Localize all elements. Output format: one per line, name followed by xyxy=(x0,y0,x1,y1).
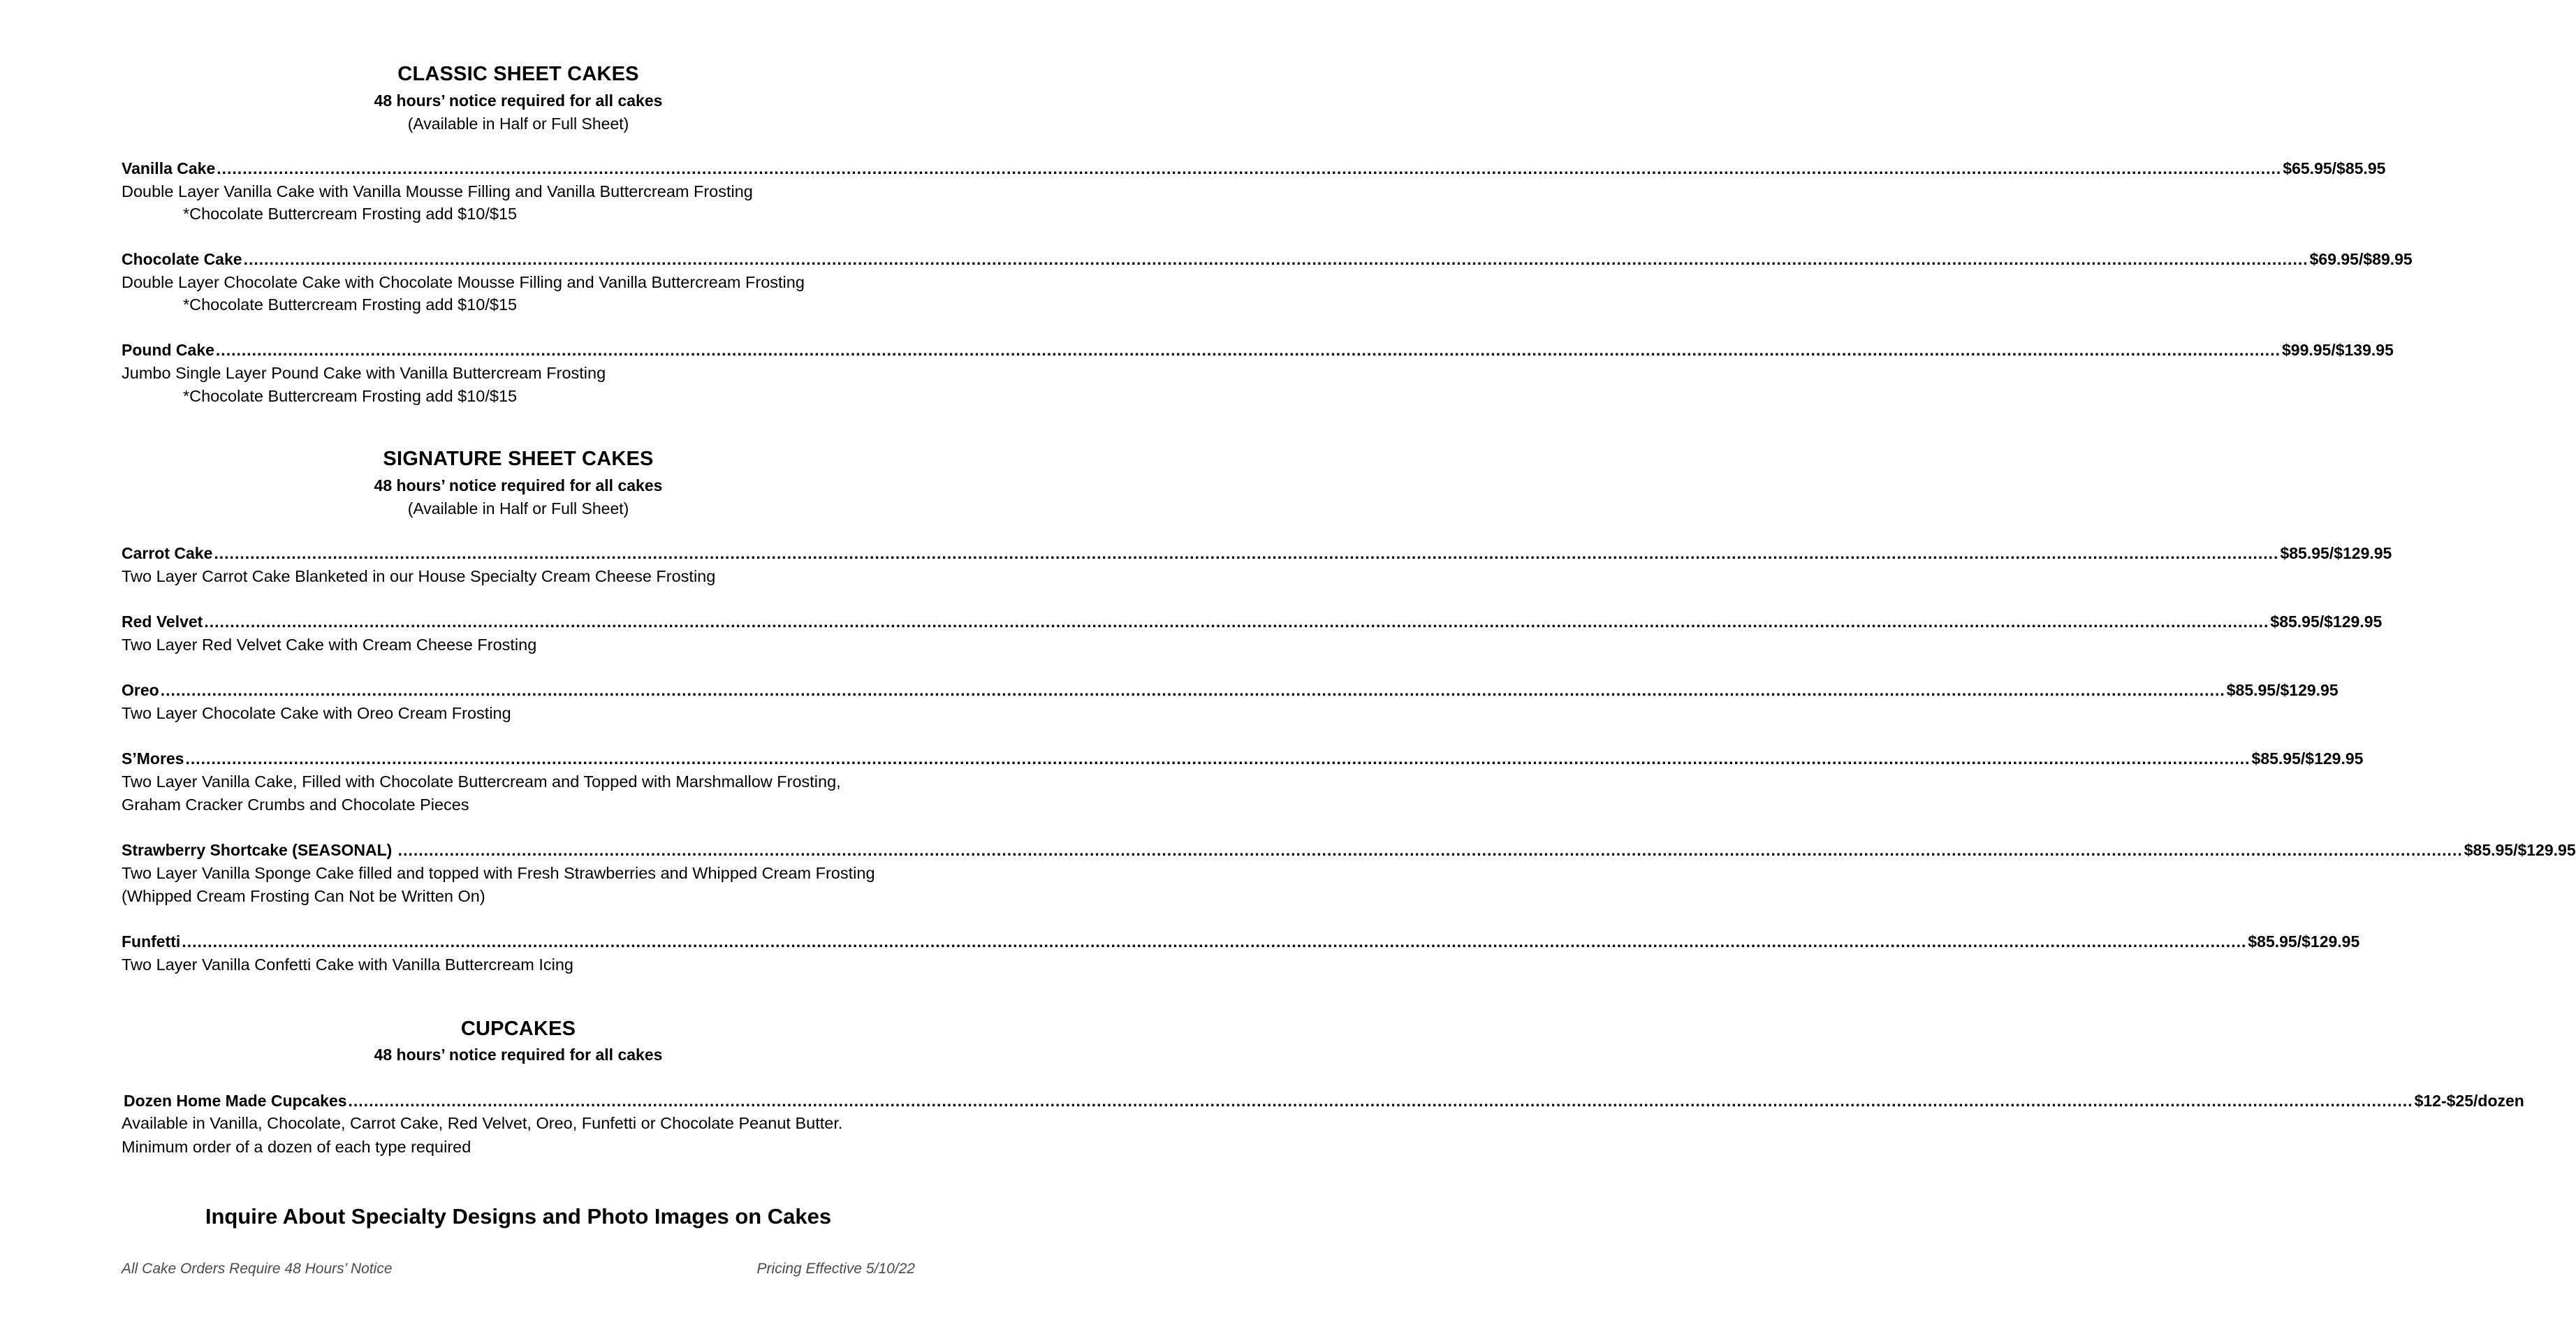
menu-item-red-velvet xyxy=(122,613,2383,631)
signature-notice: 48 hours’ notice required for all cakes xyxy=(374,476,663,494)
footer-notice: All Cake Orders Require 48 Hours’ Notice xyxy=(122,1261,393,1277)
dot-leader: ................................................................................................................................................................................................................................................................................................................................................................................................................ xyxy=(204,613,2269,631)
item-price: $85.95/$129.95 xyxy=(2270,613,2383,631)
item-description: Double Layer Vanilla Cake with Vanilla Mousse Filling and Vanilla Buttercream Frosting xyxy=(122,182,753,200)
menu-item-vanilla-cake xyxy=(122,159,2386,178)
classic-notice: 48 hours’ notice required for all cakes xyxy=(374,91,663,110)
item-name: Vanilla Cake xyxy=(122,159,216,177)
item-description: Two Layer Red Velvet Cake with Cream Cheese Frosting xyxy=(122,636,537,654)
menu-item-carrot-cake xyxy=(122,544,2392,563)
item-name: Dozen Home Made Cupcakes xyxy=(124,1092,347,1110)
item-price: $99.95/$139.95 xyxy=(2281,341,2394,359)
item-name: Chocolate Cake xyxy=(122,250,242,268)
dot-leader: ................................................................................................................................................................................................................................................................................................................................................................................................................ xyxy=(185,749,2251,768)
item-price: $85.95/$129.95 xyxy=(2464,841,2576,859)
item-price: $12-$25/dozen xyxy=(2414,1092,2524,1110)
dot-leader: ................................................................................................................................................................................................................................................................................................................................................................................................................ xyxy=(217,159,2282,177)
menu-item-pound-cake xyxy=(122,341,2394,360)
menu-item-oreo xyxy=(122,681,2339,700)
item-description: Two Layer Vanilla Sponge Cake filled and topped with Fresh Strawberries and Whipped Cream Frosting xyxy=(122,864,875,882)
item-name: Red Velvet xyxy=(122,613,203,631)
footer-pricing-date: Pricing Effective 5/10/22 xyxy=(756,1261,915,1277)
item-name: Strawberry Shortcake (SEASONAL) xyxy=(122,841,397,859)
item-description-continued: Minimum order of a dozen of each type required xyxy=(122,1138,471,1156)
item-name: Oreo xyxy=(122,681,159,699)
item-description: Available in Vanilla, Chocolate, Carrot Cake, Red Velvet, Oreo, Funfetti or Chocolate Peanut Butter. xyxy=(122,1114,843,1132)
item-description: Two Layer Chocolate Cake with Oreo Cream Frosting xyxy=(122,704,511,722)
cupcakes-section-title: CUPCAKES xyxy=(460,1018,576,1040)
item-price: $85.95/$129.95 xyxy=(2248,932,2360,951)
signature-availability: (Available in Half or Full Sheet) xyxy=(407,499,629,518)
dot-leader: ................................................................................................................................................................................................................................................................................................................................................................................................................ xyxy=(182,932,2247,951)
specialty-designs-heading: Inquire About Specialty Designs and Photo Images on Cakes xyxy=(205,1204,832,1229)
item-description: Two Layer Vanilla Confetti Cake with Vanilla Buttercream Icing xyxy=(122,955,573,974)
dot-leader: ................................................................................................................................................................................................................................................................................................................................................................................................................ xyxy=(348,1092,2413,1110)
item-description-continued: Graham Cracker Crumbs and Chocolate Pieces xyxy=(122,796,469,814)
dot-leader: ................................................................................................................................................................................................................................................................................................................................................................................................................ xyxy=(215,341,2281,359)
item-name: Pound Cake xyxy=(122,341,214,359)
dot-leader: ................................................................................................................................................................................................................................................................................................................................................................................................................ xyxy=(397,841,2463,859)
item-name: Funfetti xyxy=(122,932,181,951)
classic-availability: (Available in Half or Full Sheet) xyxy=(407,115,629,133)
item-name: S’Mores xyxy=(122,749,184,768)
item-note: *Chocolate Buttercream Frosting add $10/$15 xyxy=(183,387,518,405)
menu-item-funfetti xyxy=(122,932,2360,951)
cupcakes-notice: 48 hours’ notice required for all cakes xyxy=(374,1046,663,1064)
item-price: $69.95/$89.95 xyxy=(2309,250,2413,268)
menu-item-strawberry-shortcake xyxy=(122,841,2576,860)
item-description: Two Layer Carrot Cake Blanketed in our House Specialty Cream Cheese Frosting xyxy=(122,567,716,585)
menu-item-dozen-cupcakes xyxy=(124,1092,2524,1111)
dot-leader: ................................................................................................................................................................................................................................................................................................................................................................................................................ xyxy=(160,681,2225,699)
item-note: *Chocolate Buttercream Frosting add $10/$15 xyxy=(183,295,518,314)
menu-item-smores xyxy=(122,749,2364,768)
menu-item-chocolate-cake xyxy=(122,250,2413,269)
item-description: Jumbo Single Layer Pound Cake with Vanilla Buttercream Frosting xyxy=(122,364,606,382)
dot-leader: ................................................................................................................................................................................................................................................................................................................................................................................................................ xyxy=(243,250,2308,268)
dot-leader: ................................................................................................................................................................................................................................................................................................................................................................................................................ xyxy=(214,544,2279,562)
item-price: $85.95/$129.95 xyxy=(2251,749,2364,768)
item-description: Two Layer Vanilla Cake, Filled with Chocolate Buttercream and Topped with Marshmallow Frosting, xyxy=(122,772,841,791)
item-price: $65.95/$85.95 xyxy=(2283,159,2386,177)
item-name: Carrot Cake xyxy=(122,544,213,562)
item-description-continued: (Whipped Cream Frosting Can Not be Written On) xyxy=(122,887,485,905)
item-description: Double Layer Chocolate Cake with Chocolate Mousse Filling and Vanilla Buttercream Frosting xyxy=(122,273,805,291)
item-note: *Chocolate Buttercream Frosting add $10/$15 xyxy=(183,205,518,223)
item-price: $85.95/$129.95 xyxy=(2226,681,2339,699)
item-price: $85.95/$129.95 xyxy=(2280,544,2392,562)
classic-section-title: CLASSIC SHEET CAKES xyxy=(397,63,639,85)
signature-section-title: SIGNATURE SHEET CAKES xyxy=(383,448,654,470)
